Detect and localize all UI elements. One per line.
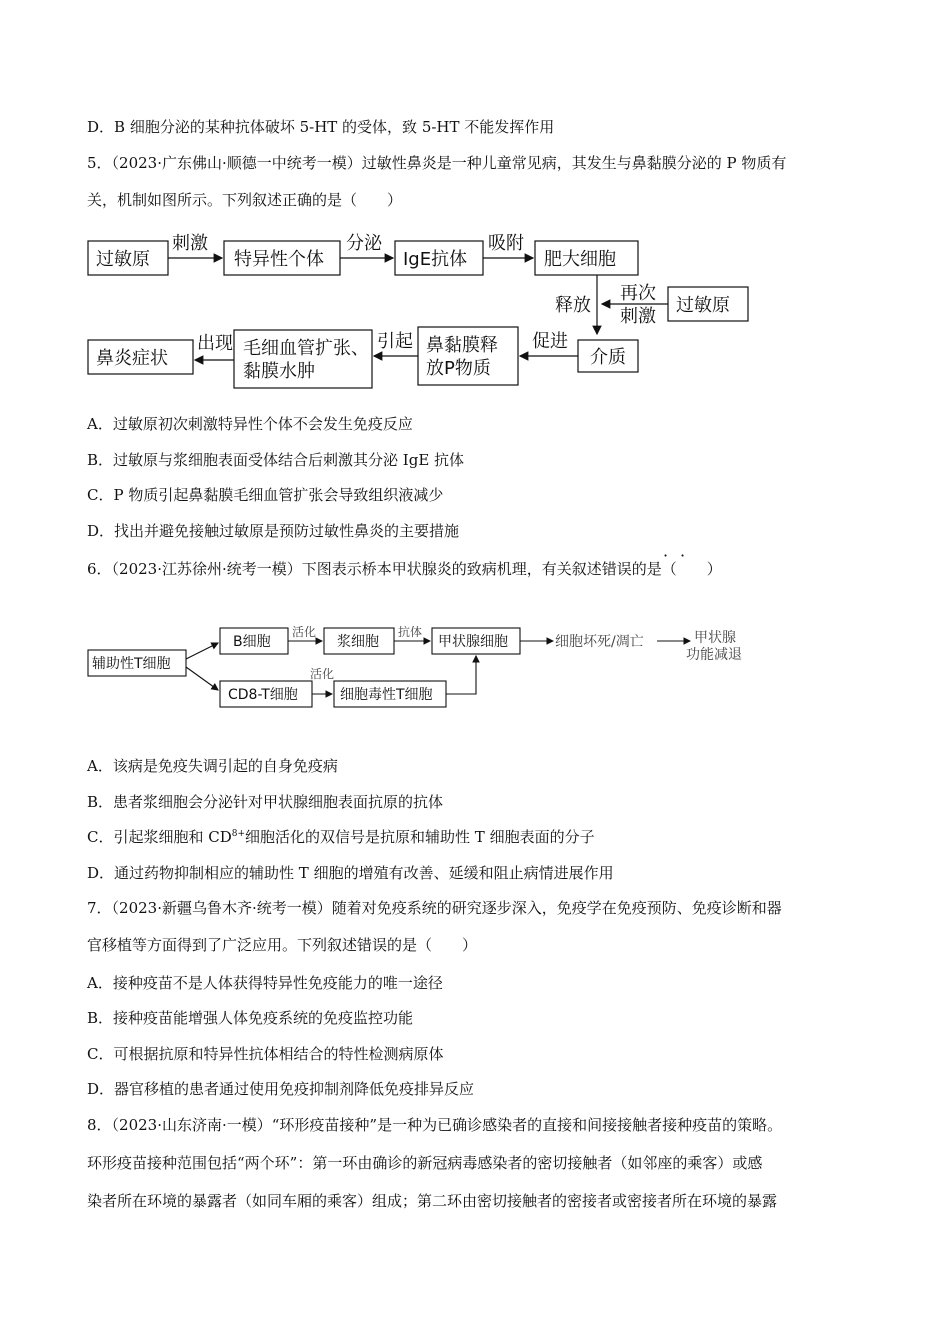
q5-label-again2: 刺激 [620,306,656,327]
q5-label-box9: 鼻炎症状 [96,348,168,369]
q6-option-d: D．通过药物抑制相应的辅助性 T 细胞的增殖有改善、延缓和阻止病情进展作用 [87,864,614,882]
q6-option-c-sup: 8+ [231,829,246,839]
q6-option-c-part2: 细胞活化的双信号是抗原和辅助性 T 细胞表面的分子 [245,828,595,846]
q5-label-cause: 引起 [377,331,413,352]
q6-hashimoto-diagram [0,615,950,715]
q6-label-antibody: 抗体 [398,625,423,639]
q5-label-box4: 肥大细胞 [544,249,616,270]
q6-option-b: B．患者浆细胞会分泌针对甲状腺细胞表面抗原的抗体 [87,793,444,811]
q5-label-box5: 过敏原 [676,295,730,316]
q6-label-plasma: 浆细胞 [337,634,379,650]
q8-stem-line3: 染者所在环境的暴露者（如同车厢的乘客）组成；第二环由密切接触者的密接者或密接者所在环境的暴露 [87,1192,778,1210]
q6-option-a: A．该病是免疫失调引起的自身免疫病 [87,757,338,775]
q5-label-box6: 介质 [590,347,626,368]
q6-label-bcell: B细胞 [233,634,271,650]
q6-label-death: 细胞坏死/凋亡 [555,634,644,650]
q5-option-d: D．找出并避免接触过敏原是预防过敏性鼻炎的主要措施 [87,522,460,540]
q7-stem-line1: 7．（2023·新疆乌鲁木齐·统考一模）随着对免疫系统的研究逐步深入，免疫学在免疫预防、免疫诊断和器 [87,899,782,917]
q6-label-thyroid: 甲状腺细胞 [438,634,508,650]
q5-label-box1: 过敏原 [96,249,150,270]
q7-option-c: C．可根据抗原和特异性抗体相结合的特性检测病原体 [87,1045,444,1063]
q6-option-c [87,827,595,847]
q6-label-outcome1: 甲状腺 [694,630,736,646]
q8-stem-line1: 8．（2023·山东济南·一模）“环形疫苗接种”是一种为已确诊感染者的直接和间接接触者接种疫苗的策略。 [87,1116,783,1134]
q5-stem-line1: 5．（2023·广东佛山·顺德一中统考一模）过敏性鼻炎是一种儿童常见病，其发生与鼻黏膜分泌的 P 物质有 [87,154,787,172]
q5-option-b: B．过敏原与浆细胞表面受体结合后刺激其分泌 IgE 抗体 [87,451,465,469]
q5-option-c: C．P 物质引起鼻黏膜毛细血管扩张会导致组织液减少 [87,486,444,504]
q5-label-box8b: 黏膜水肿 [243,361,315,382]
q7-option-b: B．接种疫苗能增强人体免疫系统的免疫监控功能 [87,1009,414,1027]
q6-option-c-part1: C．引起浆细胞和 CD [87,828,232,846]
emphasis-dot: · [663,546,669,565]
q5-option-a: A．过敏原初次刺激特异性个体不会发生免疫反应 [87,415,413,433]
q5-label-box8a: 毛细血管扩张、 [243,338,369,359]
q5-label-again1: 再次 [620,283,656,304]
q5-allergy-diagram [0,225,950,395]
q5-label-promote: 促进 [532,331,568,352]
q6-label-outcome2: 功能减退 [686,647,742,663]
q7-stem-line2: 官移植等方面得到了广泛应用。下列叙述错误的是（ ） [87,936,478,954]
q6-label-cytotoxic: 细胞毒性T细胞 [340,687,433,703]
q5-label-appear: 出现 [197,333,233,354]
q5-stem-line2: 关，机制如图所示。下列叙述正确的是（ ） [87,191,403,209]
q6-label-helper: 辅助性T细胞 [92,656,171,672]
q6-label-act1: 活化 [292,625,317,639]
q5-label-box2: 特异性个体 [234,249,324,270]
q5-label-box7b: 放P物质 [426,358,491,379]
q4-option-d: D．B 细胞分泌的某种抗体破坏 5-HT 的受体，致 5-HT 不能发挥作用 [87,118,555,136]
q5-label-box7a: 鼻黏膜释 [426,335,498,356]
emphasis-dot: · [680,546,686,565]
q6-label-cd8: CD8-T细胞 [228,687,298,703]
q8-stem-line2: 环形疫苗接种范围包括“两个环”：第一环由确诊的新冠病毒感染者的密切接触者（如邻座的乘客）或感 [87,1154,763,1172]
q5-label-arrow2: 分泌 [346,233,382,254]
q5-label-box3: IgE抗体 [403,249,468,270]
q5-label-arrow3: 吸附 [488,233,524,254]
q6-stem: 6．（2023·江苏徐州·统考一模）下图表示桥本甲状腺炎的致病机理，有关叙述错误的是（ ） [87,560,722,578]
q7-option-a: A．接种疫苗不是人体获得特异性免疫能力的唯一途径 [87,974,443,992]
q5-label-arrow1: 刺激 [172,233,208,254]
q7-option-d: D．器官移植的患者通过使用免疫抑制剂降低免疫排异反应 [87,1080,475,1098]
q5-label-release: 释放 [555,295,591,316]
q6-label-act2: 活化 [310,667,335,681]
